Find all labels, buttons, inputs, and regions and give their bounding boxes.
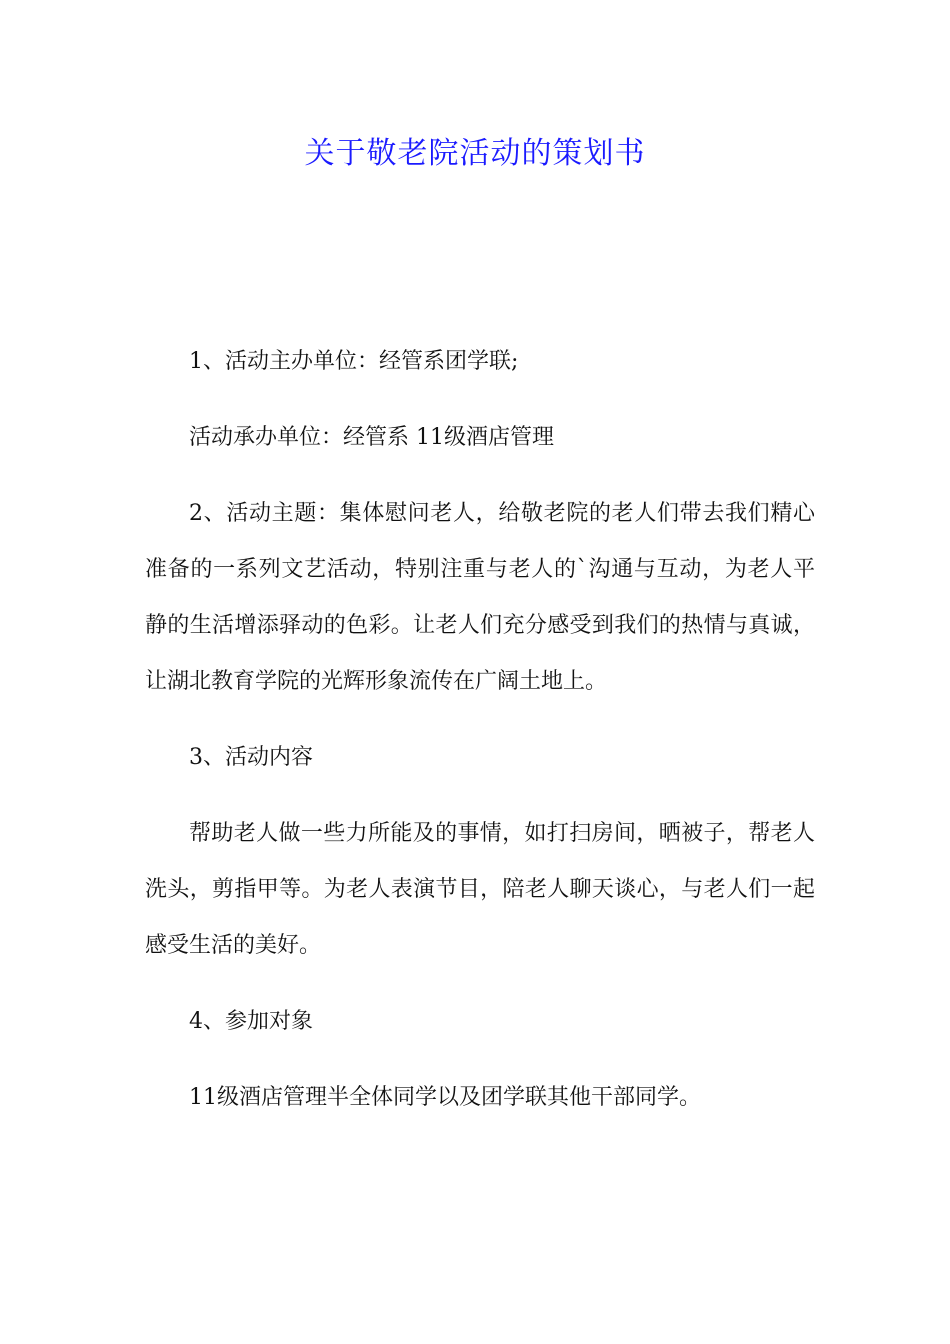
- paragraph-host-unit: 活动承办单位：经管系 11级酒店管理: [189, 425, 554, 450]
- heading-participants: 4、参加对象: [189, 1009, 313, 1034]
- document-title: 关于敬老院活动的策划书: [304, 136, 646, 171]
- heading-activity-content: 3、活动内容: [189, 745, 313, 770]
- paragraph-activity-content: 帮助老人做一些力所能及的事情，如打扫房间，晒被子，帮老人洗头，剪指甲等。为老人表演节目，陪老人聊天谈心，与老人们一起感受生活的美好。: [145, 821, 815, 958]
- paragraph-participants: 11级酒店管理半全体同学以及团学联其他干部同学。: [189, 1085, 701, 1110]
- document-body: [145, 334, 815, 1146]
- paragraph-organizer: 1、活动主办单位：经管系团学联;: [189, 349, 519, 374]
- paragraph-theme: 2、活动主题：集体慰问老人，给敬老院的老人们带去我们精心准备的一系列文艺活动，特别注重与老人的`沟通与互动，为老人平静的生活增添驿动的色彩。让老人们充分感受到我们的热情与真诚，让湖北教育学院的光辉形象流传在广阔土地上。: [145, 501, 815, 694]
